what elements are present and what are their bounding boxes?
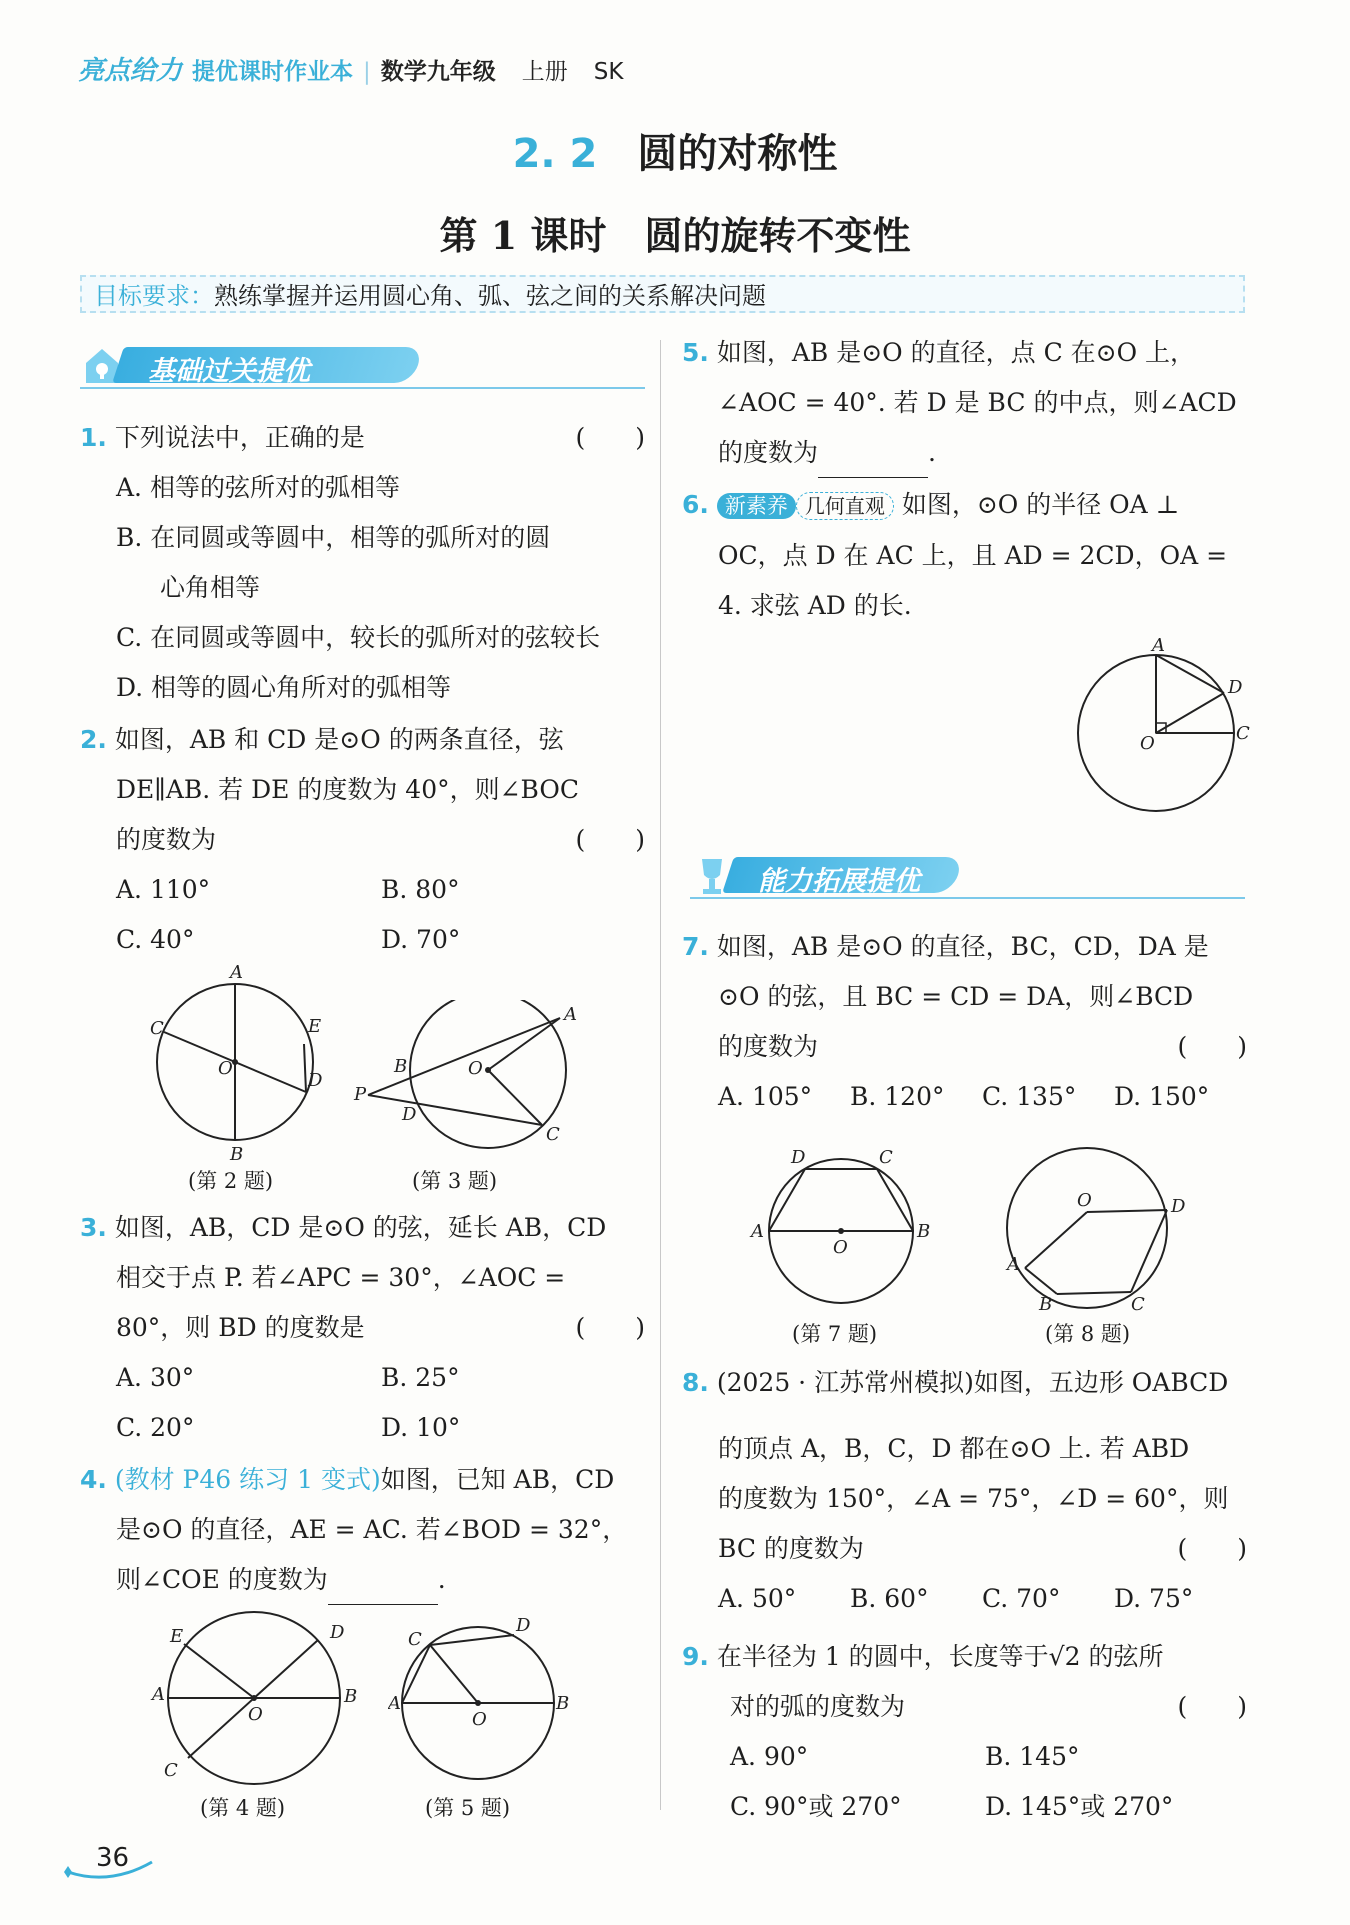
svg-text:B: B	[394, 1056, 408, 1077]
question-1	[80, 413, 645, 713]
q1-option-b: B. 在同圆或等圆中，相等的弧所对的圆	[116, 523, 551, 552]
q4-line-1: 如图，已知 AB，CD	[380, 1465, 615, 1494]
q7-option-c: C. 135°	[982, 1082, 1077, 1111]
svg-text:O: O	[833, 1237, 848, 1258]
q3-answer-paren: ( )	[575, 1313, 645, 1342]
svg-text:D: D	[308, 1070, 323, 1091]
svg-text:A: A	[1152, 635, 1165, 656]
banner-extend	[690, 855, 1245, 897]
svg-text:C: C	[879, 1147, 893, 1168]
q2-option-d: D. 70°	[381, 925, 461, 954]
svg-text:O: O	[468, 1058, 483, 1079]
q8-option-c: C. 70°	[982, 1584, 1061, 1613]
q9-line-2: 对的弧的度数为	[730, 1692, 906, 1721]
q2-option-b: B. 80°	[381, 875, 460, 904]
q4-answer-blank[interactable]	[328, 1576, 438, 1605]
figure-3	[350, 1000, 580, 1165]
q2-line-1: 如图，AB 和 CD 是⊙O 的两条直径，弦	[114, 725, 564, 754]
q1-stem: 下列说法中，正确的是	[114, 423, 365, 452]
book-title: 数学九年级	[380, 59, 496, 85]
q8-answer-paren: ( )	[1177, 1534, 1247, 1563]
banner-extend-label: 能力拓展提优	[758, 866, 920, 897]
q2-answer-paren: ( )	[575, 825, 645, 854]
caption-fig-4: (第 4 题)	[200, 1796, 286, 1820]
goal-label: 目标要求：	[94, 282, 214, 310]
svg-text:D: D	[330, 1622, 345, 1643]
svg-text:O: O	[248, 1704, 263, 1725]
banner-basic	[80, 345, 645, 387]
q2-number: 2.	[80, 725, 107, 754]
q7-option-b: B. 120°	[850, 1082, 945, 1111]
q8-line-4: BC 的度数为	[718, 1534, 864, 1563]
svg-text:C: C	[164, 1760, 178, 1781]
q7-line-2: ⊙O 的弦，且 BC = CD = DA，则∠BCD	[718, 982, 1194, 1011]
svg-text:B: B	[1039, 1294, 1053, 1315]
brand-logo: 亮点给力	[78, 56, 183, 86]
q3-line-3: 80°，则 BD 的度数是	[116, 1313, 365, 1342]
q3-option-c: C. 20°	[116, 1413, 195, 1442]
q1-option-c: C. 在同圆或等圆中，较长的弧所对的弦较长	[116, 623, 601, 652]
svg-text:C: C	[1131, 1294, 1145, 1315]
svg-text:A: A	[152, 1684, 165, 1705]
q6-badge: 新素养	[717, 493, 796, 519]
q7-line-1: 如图，AB 是⊙O 的直径，BC，CD，DA 是	[716, 932, 1209, 961]
figure-7	[745, 1145, 945, 1315]
q3-option-d: D. 10°	[381, 1413, 461, 1442]
caption-fig-2: (第 2 题)	[188, 1169, 274, 1193]
figure-6	[1060, 635, 1260, 815]
q2-option-a: A. 110°	[116, 875, 211, 904]
series-title: 提优课时作业本	[192, 59, 354, 85]
q8-line-2: 的顶点 A，B，C，D 都在⊙O 上. 若 ABD	[718, 1434, 1190, 1463]
svg-text:A: A	[564, 1004, 577, 1025]
svg-text:B: B	[344, 1686, 358, 1707]
banner-basic-label: 基础过关提优	[148, 356, 310, 387]
header-divider: |	[363, 59, 371, 85]
svg-text:B: B	[556, 1693, 570, 1714]
section-name: 圆的对称性	[637, 130, 838, 177]
q7-option-a: A. 105°	[718, 1082, 813, 1111]
q3-option-b: B. 25°	[381, 1363, 460, 1392]
q7-number: 7.	[682, 932, 709, 961]
caption-fig-8: (第 8 题)	[1045, 1322, 1131, 1346]
q3-line-1: 如图，AB，CD 是⊙O 的弦，延长 AB，CD	[114, 1213, 607, 1242]
caption-fig-5: (第 5 题)	[425, 1796, 511, 1820]
q3-option-a: A. 30°	[116, 1363, 195, 1392]
q9-option-d: D. 145°或 270°	[985, 1792, 1174, 1821]
q1-option-d: D. 相等的圆心角所对的弧相等	[116, 673, 452, 702]
page-number: 36	[96, 1843, 130, 1873]
q4-line-2: 是⊙O 的直径，AE = AC. 若∠BOD = 32°，	[116, 1515, 628, 1544]
svg-text:D: D	[1228, 677, 1243, 698]
figure-5	[388, 1615, 578, 1790]
q3-line-2: 相交于点 P. 若∠APC = 30°，∠AOC =	[116, 1263, 566, 1292]
q7-line-3: 的度数为	[718, 1032, 819, 1061]
svg-text:D: D	[402, 1104, 417, 1125]
q6-line-2: OC，点 D 在 AC 上，且 AD = 2CD，OA =	[718, 541, 1228, 570]
svg-text:E: E	[308, 1016, 322, 1037]
q5-number: 5.	[682, 338, 709, 367]
column-divider	[660, 340, 661, 1810]
q8-line-1: (2025 · 江苏常州模拟)如图，五边形 OABCD	[716, 1368, 1229, 1397]
q6-tag: 几何直观	[796, 492, 894, 520]
q8-line-3: 的度数为 150°，∠A = 75°，∠D = 60°，则	[718, 1484, 1229, 1513]
svg-text:O: O	[472, 1709, 487, 1730]
svg-text:C: C	[1236, 723, 1250, 744]
svg-text:C: C	[150, 1018, 164, 1039]
q8-option-d: D. 75°	[1114, 1584, 1194, 1613]
svg-text:B: B	[917, 1221, 931, 1242]
question-5: 5. 如图，AB 是⊙O 的直径，点 C 在⊙O 上， ∠AOC = 40°. 若 D 是 BC 的中点，则∠ACD 的度数为 .	[682, 328, 1247, 478]
q8-number: 8.	[682, 1368, 709, 1397]
question-9	[682, 1632, 1247, 1832]
q7-option-d: D. 150°	[1114, 1082, 1210, 1111]
q1-answer-paren: ( )	[575, 423, 645, 452]
svg-text:B: B	[230, 1144, 244, 1162]
svg-text:A: A	[751, 1221, 764, 1242]
volume-label: 上册	[521, 59, 568, 85]
q4-number: 4.	[80, 1465, 107, 1494]
svg-text:O: O	[1140, 733, 1155, 754]
svg-text:D: D	[1171, 1196, 1186, 1217]
q9-line-1: 在半径为 1 的圆中，长度等于√2 的弦所	[716, 1642, 1164, 1671]
q8-option-b: B. 60°	[850, 1584, 929, 1613]
goal-text: 熟练掌握并运用圆心角、弧、弦之间的关系解决问题	[214, 282, 766, 310]
goal-box	[80, 275, 1245, 313]
q6-line-1: 如图，⊙O 的半径 OA ⊥	[901, 490, 1180, 519]
q5-answer-blank[interactable]	[818, 449, 928, 478]
q3-number: 3.	[80, 1213, 107, 1242]
question-6	[682, 480, 1247, 631]
question-8	[682, 1358, 1247, 1624]
caption-fig-7: (第 7 题)	[792, 1322, 878, 1346]
q5-line-1: 如图，AB 是⊙O 的直径，点 C 在⊙O 上，	[716, 338, 1196, 367]
section-number: 2. 2	[512, 131, 598, 177]
q7-answer-paren: ( )	[1177, 1032, 1247, 1061]
svg-text:O: O	[218, 1058, 233, 1079]
q9-number: 9.	[682, 1642, 709, 1671]
figure-8	[995, 1140, 1195, 1315]
svg-text:C: C	[408, 1629, 422, 1650]
svg-text:D: D	[516, 1615, 531, 1636]
svg-text:D: D	[791, 1147, 806, 1168]
q6-line-3: 4. 求弦 AD 的长.	[718, 591, 912, 620]
lesson-title: 第 1 课时 圆的旋转不变性	[439, 213, 911, 258]
q1-number: 1.	[80, 423, 107, 452]
q2-line-3: 的度数为	[116, 825, 217, 854]
figure-2	[140, 962, 340, 1162]
section-title	[0, 122, 1350, 179]
question-2	[80, 715, 645, 965]
svg-text:O: O	[1077, 1190, 1092, 1211]
svg-text:E: E	[170, 1626, 184, 1647]
q8-option-a: A. 50°	[718, 1584, 797, 1613]
edition-label: SK	[593, 59, 624, 85]
question-3	[80, 1203, 645, 1453]
caption-fig-3: (第 3 题)	[412, 1169, 498, 1193]
figure-4	[150, 1608, 360, 1788]
q2-option-c: C. 40°	[116, 925, 195, 954]
q9-option-c: C. 90°或 270°	[730, 1792, 902, 1821]
svg-text:P: P	[354, 1084, 367, 1105]
question-4: 4. (教材 P46 练习 1 变式)如图，已知 AB，CD 是⊙O 的直径，AE = AC. 若∠BOD = 32°， 则∠COE 的度数为 .	[80, 1455, 645, 1605]
svg-text:A: A	[230, 962, 243, 983]
q5-line-3: 的度数为	[718, 438, 819, 467]
q2-line-2: DE∥AB. 若 DE 的度数为 40°，则∠BOC	[116, 775, 580, 804]
q9-option-b: B. 145°	[985, 1742, 1080, 1771]
q6-number: 6.	[682, 490, 709, 519]
q4-line-3: 则∠COE 的度数为	[116, 1565, 328, 1594]
q4-source-tag: (教材 P46 练习 1 变式)	[114, 1465, 381, 1494]
svg-text:C: C	[546, 1124, 560, 1145]
q9-answer-paren: ( )	[1177, 1692, 1247, 1721]
page-header	[78, 50, 623, 87]
svg-text:A: A	[1007, 1254, 1020, 1275]
q1-option-b-cont: 心角相等	[160, 573, 261, 602]
q1-option-a: A. 相等的弦所对的弧相等	[116, 473, 400, 502]
svg-text:A: A	[388, 1693, 401, 1714]
q9-option-a: A. 90°	[730, 1742, 809, 1771]
q5-line-2: ∠AOC = 40°. 若 D 是 BC 的中点，则∠ACD	[718, 388, 1237, 417]
question-7	[682, 922, 1247, 1122]
